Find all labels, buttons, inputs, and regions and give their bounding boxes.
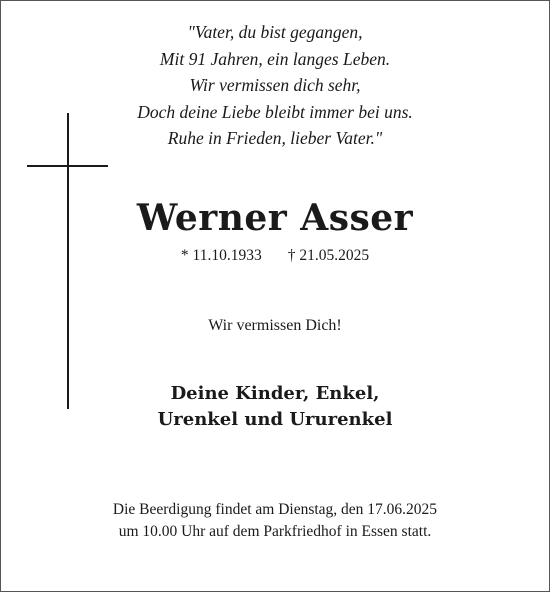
birth-date: * 11.10.1933 xyxy=(180,247,262,264)
mourners xyxy=(1,381,549,433)
farewell-message: Wir vermissen Dich! xyxy=(208,317,342,334)
poem-line: Mit 91 Jahren, ein langes Leben. xyxy=(159,48,391,69)
poem-line: Doch deine Liebe bleibt immer bei uns. xyxy=(137,101,413,122)
poem-line: Ruhe in Frieden, lieber Vater." xyxy=(167,128,383,148)
mourners-line: Deine Kinder, Enkel, xyxy=(170,383,380,404)
funeral-line: Die Beerdigung findet am Dienstag, den 17.06.2025 xyxy=(112,501,438,518)
funeral-info xyxy=(1,499,549,543)
mourners-line: Urenkel und Ururenkel xyxy=(157,409,393,430)
poem-line: Wir vermissen dich sehr, xyxy=(189,75,361,95)
funeral-line: um 10.00 Uhr auf dem Parkfriedhof in Essen statt. xyxy=(118,523,432,540)
life-dates xyxy=(1,247,549,265)
poem-line: "Vater, du bist gegangen, xyxy=(187,22,363,42)
cross-horizontal-bar xyxy=(27,165,108,167)
deceased-name: Werner Asser xyxy=(136,197,414,239)
poem xyxy=(1,19,549,152)
death-date: † 21.05.2025 xyxy=(287,247,370,264)
